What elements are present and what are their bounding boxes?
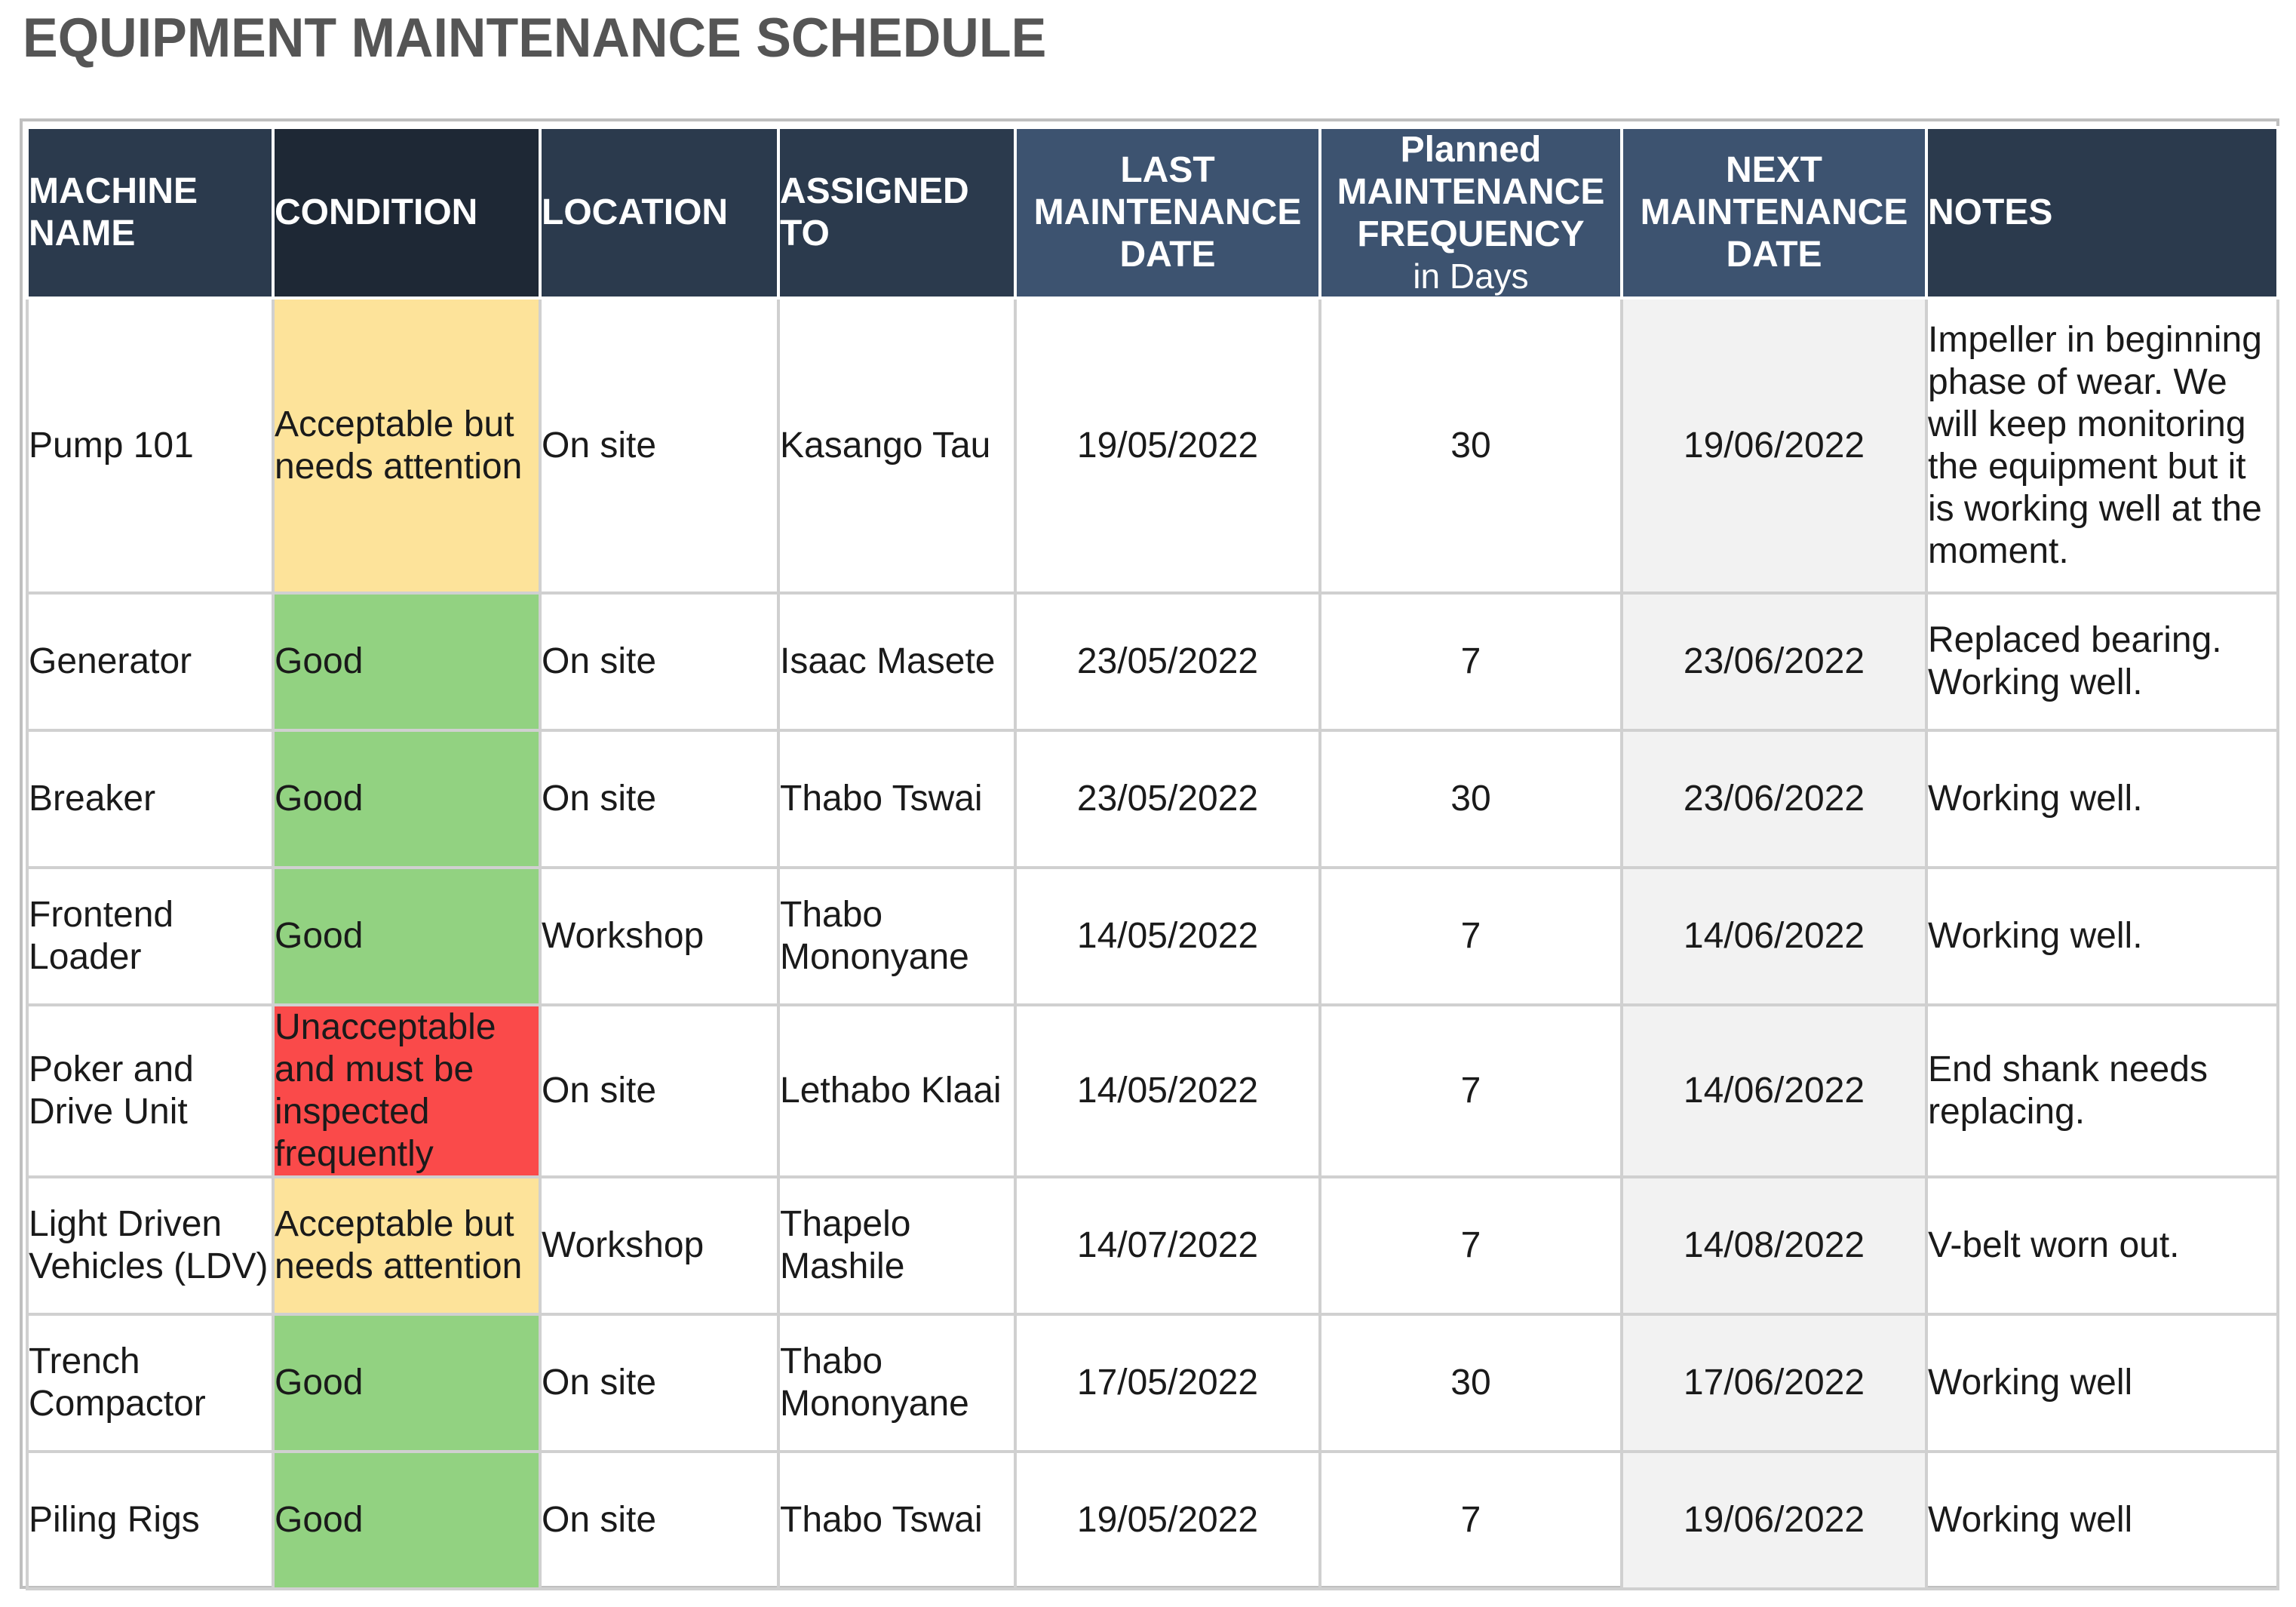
machine-name-cell[interactable]: Trench Compactor bbox=[27, 1314, 273, 1452]
notes-cell[interactable]: Working well bbox=[1926, 1314, 2278, 1452]
last-maintenance-date-cell[interactable]: 14/07/2022 bbox=[1015, 1177, 1320, 1314]
last-maintenance-date-cell[interactable]: 17/05/2022 bbox=[1015, 1314, 1320, 1452]
condition-cell[interactable]: Acceptable but needs attention bbox=[273, 298, 540, 593]
assigned-to-cell[interactable]: Thabo Tswai bbox=[778, 730, 1015, 868]
notes-cell[interactable]: Replaced bearing. Working well. bbox=[1926, 593, 2278, 730]
location-cell[interactable]: On site bbox=[540, 1452, 778, 1589]
header-location[interactable]: LOCATION bbox=[540, 128, 778, 298]
header-next-maintenance-date[interactable]: NEXT MAINTENANCE DATE bbox=[1622, 128, 1926, 298]
table-row bbox=[27, 1005, 2278, 1177]
machine-name-cell[interactable]: Frontend Loader bbox=[27, 868, 273, 1005]
location-cell[interactable]: On site bbox=[540, 1005, 778, 1177]
table-row bbox=[27, 1314, 2278, 1452]
header-frequency-unit: in Days bbox=[1413, 257, 1529, 296]
notes-cell[interactable]: Impeller in beginning phase of wear. We will keep monitoring the equipment but it is working well at the moment. bbox=[1926, 298, 2278, 593]
condition-cell[interactable]: Unacceptable and must be inspected frequently bbox=[273, 1005, 540, 1177]
next-maintenance-date-cell[interactable]: 14/06/2022 bbox=[1622, 1005, 1926, 1177]
assigned-to-cell[interactable]: Kasango Tau bbox=[778, 298, 1015, 593]
next-maintenance-date-cell[interactable]: 23/06/2022 bbox=[1622, 730, 1926, 868]
header-row bbox=[27, 128, 2278, 298]
location-cell[interactable]: Workshop bbox=[540, 868, 778, 1005]
table-row bbox=[27, 1452, 2278, 1589]
location-cell[interactable]: On site bbox=[540, 298, 778, 593]
maintenance-frequency-cell[interactable]: 7 bbox=[1320, 868, 1622, 1005]
assigned-to-cell[interactable]: Thabo Tswai bbox=[778, 1452, 1015, 1589]
next-maintenance-date-cell[interactable]: 23/06/2022 bbox=[1622, 593, 1926, 730]
table-row bbox=[27, 298, 2278, 593]
condition-cell[interactable]: Good bbox=[273, 593, 540, 730]
assigned-to-cell[interactable]: Isaac Masete bbox=[778, 593, 1015, 730]
maintenance-frequency-cell[interactable]: 7 bbox=[1320, 593, 1622, 730]
table-row bbox=[27, 1177, 2278, 1314]
condition-cell[interactable]: Good bbox=[273, 730, 540, 868]
next-maintenance-date-cell[interactable]: 17/06/2022 bbox=[1622, 1314, 1926, 1452]
condition-cell[interactable]: Good bbox=[273, 1452, 540, 1589]
maintenance-frequency-cell[interactable]: 7 bbox=[1320, 1177, 1622, 1314]
maintenance-frequency-cell[interactable]: 30 bbox=[1320, 1314, 1622, 1452]
location-cell[interactable]: On site bbox=[540, 730, 778, 868]
notes-cell[interactable]: End shank needs replacing. bbox=[1926, 1005, 2278, 1177]
maintenance-frequency-cell[interactable]: 7 bbox=[1320, 1005, 1622, 1177]
assigned-to-cell[interactable]: Thapelo Mashile bbox=[778, 1177, 1015, 1314]
notes-cell[interactable]: Working well bbox=[1926, 1452, 2278, 1589]
notes-cell[interactable]: V-belt worn out. bbox=[1926, 1177, 2278, 1314]
next-maintenance-date-cell[interactable]: 19/06/2022 bbox=[1622, 298, 1926, 593]
header-assigned-to[interactable]: ASSIGNED TO bbox=[778, 128, 1015, 298]
table-row bbox=[27, 593, 2278, 730]
maintenance-frequency-cell[interactable]: 7 bbox=[1320, 1452, 1622, 1589]
header-machine-name[interactable]: MACHINE NAME bbox=[27, 128, 273, 298]
condition-cell[interactable]: Acceptable but needs attention bbox=[273, 1177, 540, 1314]
assigned-to-cell[interactable]: Lethabo Klaai bbox=[778, 1005, 1015, 1177]
page-title: EQUIPMENT MAINTENANCE SCHEDULE bbox=[23, 7, 1047, 69]
schedule-sheet bbox=[20, 118, 2279, 1589]
next-maintenance-date-cell[interactable]: 14/06/2022 bbox=[1622, 868, 1926, 1005]
location-cell[interactable]: On site bbox=[540, 1314, 778, 1452]
header-maintenance-frequency[interactable] bbox=[1320, 128, 1622, 298]
maintenance-table bbox=[26, 126, 2279, 1590]
maintenance-frequency-cell[interactable]: 30 bbox=[1320, 730, 1622, 868]
assigned-to-cell[interactable]: Thabo Mononyane bbox=[778, 1314, 1015, 1452]
machine-name-cell[interactable]: Pump 101 bbox=[27, 298, 273, 593]
machine-name-cell[interactable]: Light Driven Vehicles (LDV) bbox=[27, 1177, 273, 1314]
assigned-to-cell[interactable]: Thabo Mononyane bbox=[778, 868, 1015, 1005]
maintenance-frequency-cell[interactable]: 30 bbox=[1320, 298, 1622, 593]
location-cell[interactable]: On site bbox=[540, 593, 778, 730]
condition-cell[interactable]: Good bbox=[273, 1314, 540, 1452]
last-maintenance-date-cell[interactable]: 23/05/2022 bbox=[1015, 730, 1320, 868]
header-frequency-label: Planned MAINTENANCE FREQUENCY bbox=[1337, 130, 1605, 254]
location-cell[interactable]: Workshop bbox=[540, 1177, 778, 1314]
table-row bbox=[27, 868, 2278, 1005]
machine-name-cell[interactable]: Breaker bbox=[27, 730, 273, 868]
next-maintenance-date-cell[interactable]: 19/06/2022 bbox=[1622, 1452, 1926, 1589]
header-condition[interactable]: CONDITION bbox=[273, 128, 540, 298]
machine-name-cell[interactable]: Generator bbox=[27, 593, 273, 730]
last-maintenance-date-cell[interactable]: 14/05/2022 bbox=[1015, 868, 1320, 1005]
machine-name-cell[interactable]: Piling Rigs bbox=[27, 1452, 273, 1589]
condition-cell[interactable]: Good bbox=[273, 868, 540, 1005]
table-row bbox=[27, 730, 2278, 868]
last-maintenance-date-cell[interactable]: 14/05/2022 bbox=[1015, 1005, 1320, 1177]
last-maintenance-date-cell[interactable]: 19/05/2022 bbox=[1015, 1452, 1320, 1589]
next-maintenance-date-cell[interactable]: 14/08/2022 bbox=[1622, 1177, 1926, 1314]
last-maintenance-date-cell[interactable]: 19/05/2022 bbox=[1015, 298, 1320, 593]
notes-cell[interactable]: Working well. bbox=[1926, 730, 2278, 868]
header-notes[interactable]: NOTES bbox=[1926, 128, 2278, 298]
header-last-maintenance-date[interactable]: LAST MAINTENANCE DATE bbox=[1015, 128, 1320, 298]
notes-cell[interactable]: Working well. bbox=[1926, 868, 2278, 1005]
machine-name-cell[interactable]: Poker and Drive Unit bbox=[27, 1005, 273, 1177]
last-maintenance-date-cell[interactable]: 23/05/2022 bbox=[1015, 593, 1320, 730]
